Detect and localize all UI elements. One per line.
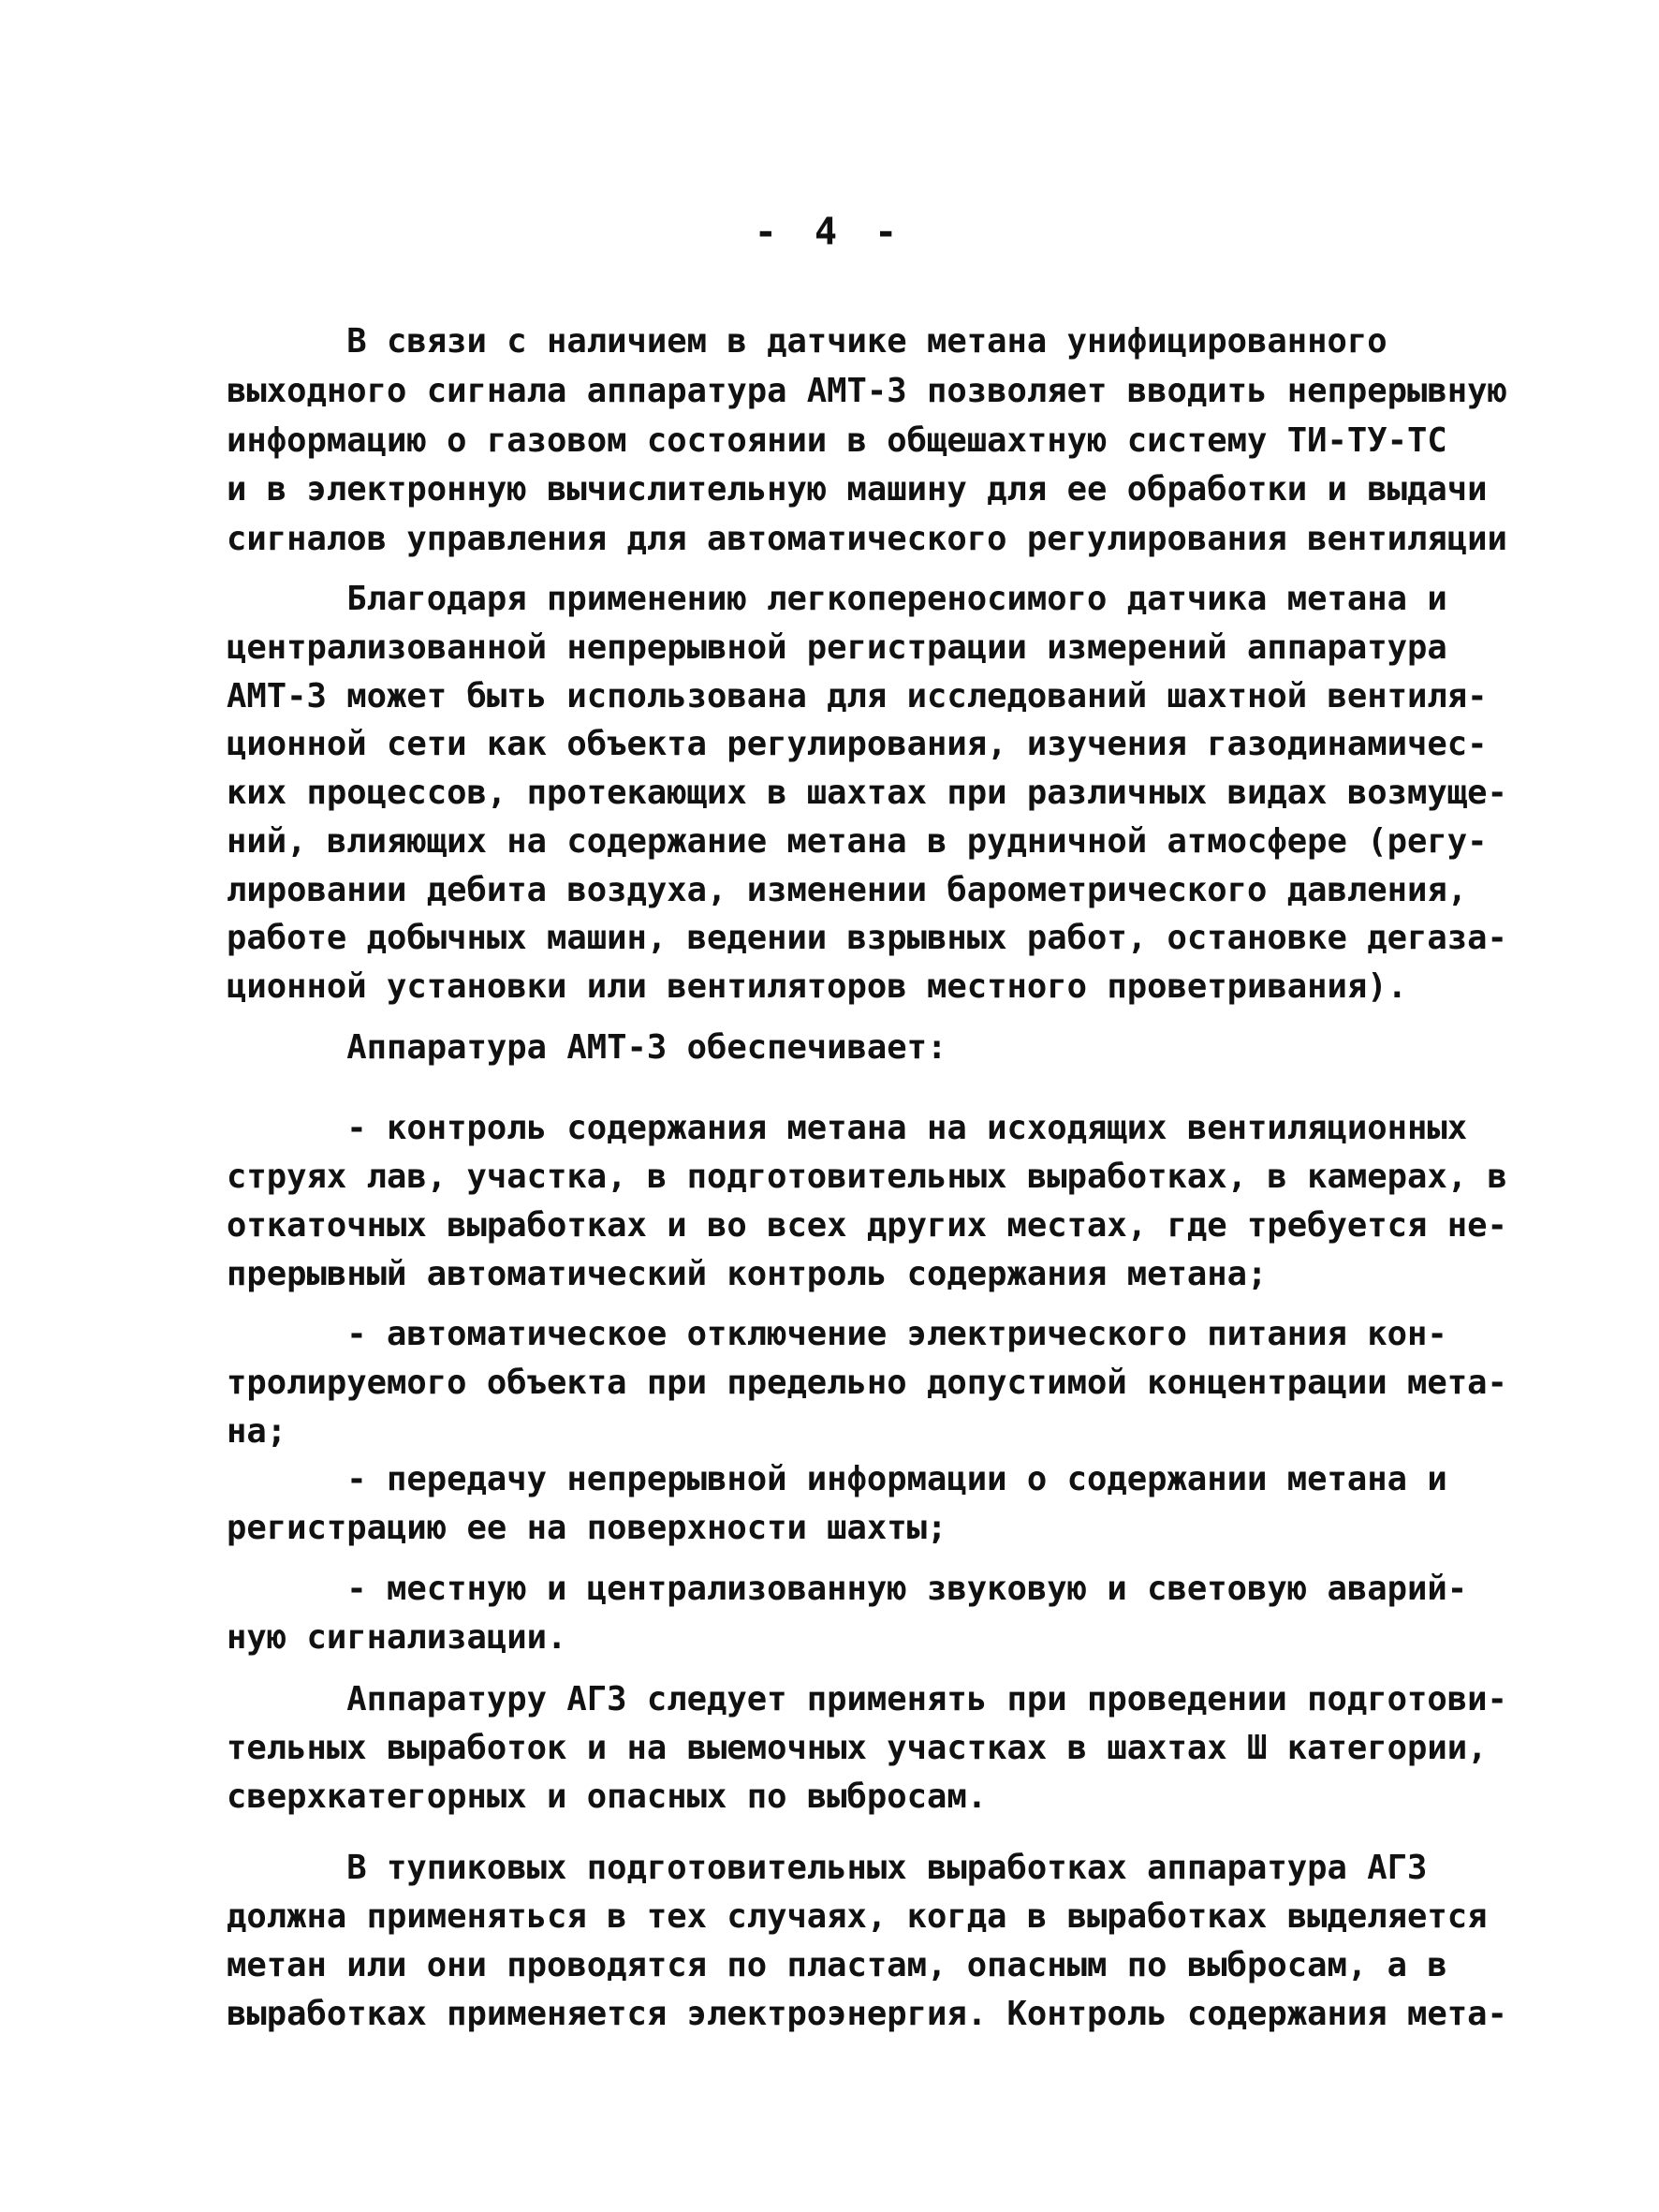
text-line: АМТ-3 может быть использована для исследований шахтной вентиля-	[227, 677, 1488, 715]
text-line: работе добычных машин, ведении взрывных работ, остановке дегаза-	[227, 919, 1507, 957]
text-line: и в электронную вычислительную машину для ее обработки и выдачи	[227, 470, 1488, 509]
page-number: - 4 -	[754, 211, 905, 254]
text-line: ких процессов, протекающих в шахтах при различных видах возмуще-	[227, 774, 1507, 812]
text-line: Аппаратура АМТ-3 обеспечивает:	[227, 1028, 947, 1067]
text-line: - передачу непрерывной информации о содержании метана и	[227, 1460, 1447, 1498]
text-line: должна применяться в тех случаях, когда в выработках выделяется	[227, 1897, 1488, 1936]
text-line: В связи с наличием в датчике метана унифицированного	[227, 322, 1387, 361]
text-line: выработках применяется электроэнергия. Контроль содержания мета-	[227, 1995, 1507, 2033]
text-line: Благодаря применению легкопереносимого датчика метана и	[227, 580, 1447, 618]
text-line: метан или они проводятся по пластам, опасным по выбросам, а в	[227, 1946, 1447, 1984]
text-line: ний, влияющих на содержание метана в рудничной атмосфере (регу-	[227, 822, 1488, 861]
text-line: струях лав, участка, в подготовительных выработках, в камерах, в	[227, 1158, 1507, 1196]
text-line: тролируемого объекта при предельно допустимой концентрации мета-	[227, 1364, 1507, 1402]
text-line: сигналов управления для автоматического регулирования вентиляции	[227, 520, 1507, 558]
text-line: ную сигнализации.	[227, 1618, 567, 1657]
text-line: информацию о газовом состоянии в общешахтную систему ТИ-ТУ-ТС	[227, 421, 1447, 460]
text-line: ционной сети как объекта регулирования, изучения газодинамичес-	[227, 725, 1488, 763]
text-line: централизованной непрерывной регистрации измерений аппаратура	[227, 628, 1447, 667]
text-line: Аппаратуру АГЗ следует применять при проведении подготови-	[227, 1680, 1507, 1718]
text-line: регистрацию ее на поверхности шахты;	[227, 1509, 947, 1547]
text-line: - автоматическое отключение электрического питания кон-	[227, 1315, 1447, 1353]
text-line: - местную и централизованную звуковую и световую аварий-	[227, 1570, 1468, 1608]
text-line: ционной установки или вентиляторов местного проветривания).	[227, 967, 1407, 1006]
text-line: на;	[227, 1412, 287, 1451]
text-line: лировании дебита воздуха, изменении барометрического давления,	[227, 871, 1468, 909]
text-line: выходного сигнала аппаратура АМТ-3 позволяет вводить непрерывную	[227, 372, 1507, 410]
text-line: сверхкатегорных и опасных по выбросам.	[227, 1777, 988, 1816]
text-line: прерывный автоматический контроль содержания метана;	[227, 1255, 1268, 1293]
text-line: тельных выработок и на выемочных участках в шахтах Ш категории,	[227, 1729, 1488, 1767]
text-line: откаточных выработках и во всех других местах, где требуется не-	[227, 1206, 1507, 1245]
text-line: - контроль содержания метана на исходящих вентиляционных	[227, 1109, 1468, 1147]
text-line: В тупиковых подготовительных выработках аппаратура АГЗ	[227, 1849, 1428, 1887]
